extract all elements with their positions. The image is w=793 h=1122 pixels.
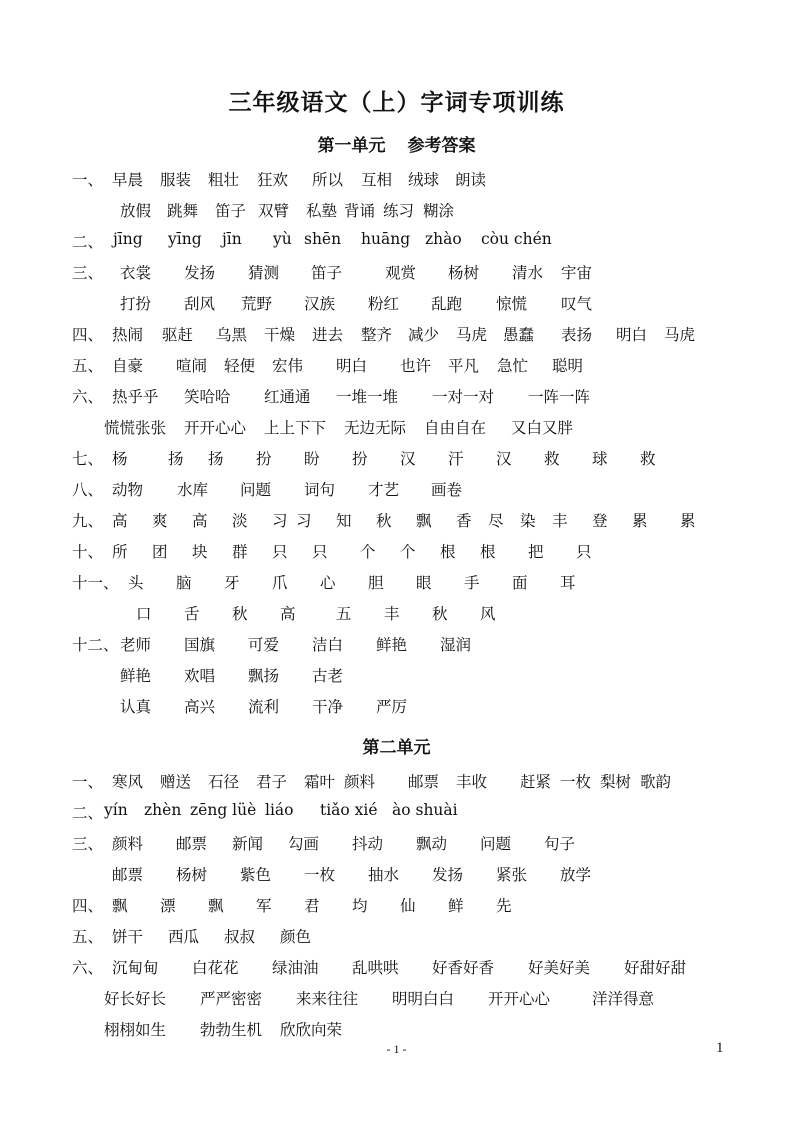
- answer-word: 胆: [368, 574, 384, 592]
- answer-word: 飘: [416, 512, 432, 530]
- answer-word: 高: [112, 512, 128, 530]
- answer-word: 轻便: [224, 357, 256, 375]
- answer-word: 脑: [176, 574, 192, 592]
- answer-word: 舌: [184, 605, 200, 623]
- answer-line: [0, 416, 793, 440]
- question-number: 七、: [72, 450, 104, 468]
- answer-word: 所: [112, 543, 128, 561]
- answer-word: 进去: [312, 326, 344, 344]
- answer-word: 清水: [512, 264, 544, 282]
- answer-word: 好长好长: [104, 990, 167, 1008]
- answer-line: [0, 770, 793, 794]
- answer-line: [0, 956, 793, 980]
- answer-word: 邮票: [112, 866, 144, 884]
- answer-word: 个: [400, 543, 416, 561]
- answer-word: 习: [272, 512, 288, 530]
- answer-word: 朗读: [455, 171, 487, 189]
- answer-word: 明白: [336, 357, 368, 375]
- answer-line: [0, 354, 793, 378]
- question-number: 二、: [72, 233, 104, 251]
- answer-word: 栩栩如生: [104, 1021, 167, 1039]
- unit2-heading: 第二单元: [362, 738, 431, 758]
- answer-word: 紧张: [496, 866, 528, 884]
- answer-word: 沉甸甸: [112, 959, 159, 977]
- answer-word: 背诵: [344, 202, 376, 220]
- answer-word: 高: [192, 512, 208, 530]
- answer-word: 糊涂: [423, 202, 455, 220]
- question-number: 十一、: [72, 574, 119, 592]
- answer-word: 一阵一阵: [528, 388, 591, 406]
- answer-word: yù: [273, 230, 292, 248]
- answer-word: 来来往往: [296, 990, 359, 1008]
- answer-word: 叔叔: [224, 928, 256, 946]
- answer-line: [0, 801, 793, 825]
- answer-line: [0, 832, 793, 856]
- question-number: 三、: [72, 264, 104, 282]
- answer-word: 整齐: [361, 326, 393, 344]
- answer-word: 鲜: [448, 897, 464, 915]
- answer-word: 服装: [160, 171, 192, 189]
- answer-line: [0, 168, 793, 192]
- answer-word: 干燥: [264, 326, 296, 344]
- answer-word: 衣裳: [120, 264, 152, 282]
- answer-line: [0, 385, 793, 409]
- answer-word: 口: [136, 605, 152, 623]
- answer-word: 君子: [256, 773, 288, 791]
- answer-word: 根: [480, 543, 496, 561]
- answer-word: 明明白白: [392, 990, 455, 1008]
- answer-line: [0, 602, 793, 626]
- answer-word: 愚蠢: [503, 326, 535, 344]
- answer-word: zhèn: [144, 801, 182, 819]
- answer-line: [0, 571, 793, 595]
- answer-word: 热闹: [112, 326, 144, 344]
- answer-line: [0, 478, 793, 502]
- answer-word: 欢唱: [184, 667, 216, 685]
- question-number: 二、: [72, 804, 104, 822]
- answer-word: 君: [304, 897, 320, 915]
- answer-word: 扮: [352, 450, 368, 468]
- answer-word: 早晨: [112, 171, 144, 189]
- answer-word: 盼: [304, 450, 320, 468]
- answer-word: 勾画: [288, 835, 320, 853]
- answer-line: [0, 292, 793, 316]
- answer-word: 句子: [544, 835, 576, 853]
- answer-word: 可爱: [248, 636, 280, 654]
- answer-word: 开开心心: [488, 990, 551, 1008]
- answer-word: 所以: [312, 171, 344, 189]
- answer-word: 上上下下: [264, 419, 327, 437]
- answer-word: 狂欢: [257, 171, 289, 189]
- question-number: 十二、: [72, 636, 119, 654]
- corner-mark: 1: [716, 1040, 724, 1056]
- answer-word: 爪: [272, 574, 288, 592]
- answer-word: 急忙: [497, 357, 529, 375]
- answer-word: 洋洋得意: [592, 990, 655, 1008]
- question-number: 六、: [72, 959, 104, 977]
- answer-word: 飘扬: [248, 667, 280, 685]
- answer-word: 五: [336, 605, 352, 623]
- answer-word: 表扬: [561, 326, 593, 344]
- answer-word: huāng: [361, 230, 411, 248]
- answer-word: 绒球: [408, 171, 440, 189]
- answer-word: 问题: [480, 835, 512, 853]
- answer-word: 扬: [168, 450, 184, 468]
- answer-word: 严厉: [376, 698, 408, 716]
- answer-word: 私塾: [306, 202, 338, 220]
- answer-word: 才艺: [368, 481, 400, 499]
- answer-word: liáo: [265, 801, 294, 819]
- answer-word: 梨树: [600, 773, 632, 791]
- answer-word: 漂: [160, 897, 176, 915]
- answer-line: [0, 509, 793, 533]
- answer-word: 习: [296, 512, 312, 530]
- answer-word: 平凡: [448, 357, 480, 375]
- answer-line: [0, 261, 793, 285]
- answer-word: 严严密密: [200, 990, 263, 1008]
- answer-word: 眼: [416, 574, 432, 592]
- answer-word: 扮: [256, 450, 272, 468]
- answer-word: 丰收: [456, 773, 488, 791]
- answer-word: 宇宙: [561, 264, 593, 282]
- question-number: 一、: [72, 773, 104, 791]
- answer-word: 丰: [384, 605, 400, 623]
- answer-word: 邮票: [408, 773, 440, 791]
- answer-word: 先: [496, 897, 512, 915]
- answer-word: 秋: [432, 605, 448, 623]
- answer-word: 霜叶: [304, 773, 336, 791]
- answer-word: 歌韵: [640, 773, 672, 791]
- answer-word: 淡: [232, 512, 248, 530]
- answer-word: 群: [232, 543, 248, 561]
- answer-word: 邮票: [176, 835, 208, 853]
- answer-word: 颜色: [280, 928, 312, 946]
- answer-word: 宏伟: [272, 357, 304, 375]
- answer-word: 放假: [120, 202, 152, 220]
- answer-word: 放学: [560, 866, 592, 884]
- answer-word: 练习: [383, 202, 415, 220]
- answer-line: [0, 925, 793, 949]
- answer-word: 面: [512, 574, 528, 592]
- answer-word: 汉: [400, 450, 416, 468]
- answer-word: 笑哈哈: [184, 388, 231, 406]
- answer-line: [0, 1018, 793, 1042]
- answer-word: 秋: [232, 605, 248, 623]
- answer-word: 明白: [616, 326, 648, 344]
- answer-word: 救: [544, 450, 560, 468]
- answer-word: 马虎: [456, 326, 488, 344]
- answer-word: 鲜艳: [376, 636, 408, 654]
- answer-word: 杨: [112, 450, 128, 468]
- answer-word: 西瓜: [168, 928, 200, 946]
- answer-word: 湿润: [440, 636, 472, 654]
- answer-word: 好香好香: [432, 959, 495, 977]
- answer-line: [0, 894, 793, 918]
- answer-word: 高: [280, 605, 296, 623]
- answer-word: còu chén: [481, 230, 552, 248]
- answer-word: yīng: [168, 230, 202, 248]
- unit1-heading: [0, 131, 793, 156]
- answer-word: 好甜好甜: [624, 959, 687, 977]
- question-number: 十、: [72, 543, 104, 561]
- answer-word: 头: [128, 574, 144, 592]
- unit1-heading-label: 第一单元: [317, 136, 386, 156]
- answer-word: 一对一对: [432, 388, 495, 406]
- question-number: 四、: [72, 326, 104, 344]
- answer-word: 飘: [208, 897, 224, 915]
- answer-word: 笛子: [311, 264, 343, 282]
- answer-word: yín: [104, 801, 128, 819]
- answer-word: 飘动: [416, 835, 448, 853]
- question-number: 三、: [72, 835, 104, 853]
- answer-word: 老师: [120, 636, 152, 654]
- answer-word: 互相: [361, 171, 393, 189]
- answer-word: 耳: [560, 574, 576, 592]
- answer-word: jīn: [222, 230, 242, 248]
- answer-line: [0, 664, 793, 688]
- answer-line: [0, 230, 793, 254]
- answer-word: 自豪: [112, 357, 144, 375]
- answer-word: 国旗: [184, 636, 216, 654]
- answer-word: 赠送: [160, 773, 192, 791]
- question-number: 四、: [72, 897, 104, 915]
- answer-word: ào shuài: [392, 801, 458, 819]
- answer-word: 发扬: [432, 866, 464, 884]
- answer-word: 叹气: [561, 295, 593, 313]
- answer-word: 饼干: [112, 928, 144, 946]
- answer-line: [0, 447, 793, 471]
- answer-word: 马虎: [664, 326, 696, 344]
- answer-word: 紫色: [240, 866, 272, 884]
- answer-word: 乱跑: [431, 295, 463, 313]
- question-number: 八、: [72, 481, 104, 499]
- question-number: 九、: [72, 512, 104, 530]
- answer-word: 个: [360, 543, 376, 561]
- answer-word: 自由自在: [424, 419, 487, 437]
- answer-line: [0, 633, 793, 657]
- answer-word: 惊慌: [496, 295, 528, 313]
- document-title: 三年级语文（上）字词专项训练: [228, 89, 565, 116]
- answer-word: 绿油油: [272, 959, 319, 977]
- answer-word: 减少: [408, 326, 440, 344]
- answer-word: 抽水: [368, 866, 400, 884]
- answer-word: 香: [456, 512, 472, 530]
- answer-word: 爽: [152, 512, 168, 530]
- answer-word: 一堆一堆: [336, 388, 399, 406]
- answer-word: 勃勃生机: [200, 1021, 263, 1039]
- answer-word: 笛子: [215, 202, 247, 220]
- answer-line: [0, 540, 793, 564]
- answer-word: 颜料: [112, 835, 144, 853]
- answer-word: 累: [680, 512, 696, 530]
- answer-word: 颜料: [344, 773, 376, 791]
- answer-word: 丰: [552, 512, 568, 530]
- answer-word: 心: [320, 574, 336, 592]
- answer-word: 高兴: [184, 698, 216, 716]
- unit1-heading-subtitle: 参考答案: [407, 136, 476, 156]
- answer-word: 杨树: [176, 866, 208, 884]
- answer-word: 无边无际: [344, 419, 407, 437]
- answer-word: 新闻: [232, 835, 264, 853]
- answer-word: 跳舞: [167, 202, 199, 220]
- answer-line: [0, 863, 793, 887]
- answer-word: 汉: [496, 450, 512, 468]
- answer-word: 干净: [312, 698, 344, 716]
- answer-word: 流利: [248, 698, 280, 716]
- answer-word: 手: [464, 574, 480, 592]
- answer-word: 根: [440, 543, 456, 561]
- answer-word: 也许: [400, 357, 432, 375]
- answer-word: shēn: [304, 230, 342, 248]
- answer-word: 好美好美: [528, 959, 591, 977]
- answer-word: 驱赶: [162, 326, 194, 344]
- answer-word: 又白又胖: [511, 419, 574, 437]
- answer-line: [0, 199, 793, 223]
- answer-word: 热乎乎: [112, 388, 159, 406]
- answer-word: zhào: [425, 230, 462, 248]
- answer-word: 寒风: [112, 773, 144, 791]
- answer-word: 赶紧: [520, 773, 552, 791]
- page-number: - 1 -: [386, 1042, 407, 1056]
- question-number: 六、: [72, 388, 104, 406]
- answer-word: 石径: [208, 773, 240, 791]
- answer-word: 画卷: [431, 481, 463, 499]
- answer-word: 尽: [488, 512, 504, 530]
- answer-word: 军: [256, 897, 272, 915]
- answer-word: 欣欣向荣: [280, 1021, 343, 1039]
- answer-word: 一枚: [560, 773, 592, 791]
- answer-word: 扬: [208, 450, 224, 468]
- answer-word: 风: [480, 605, 496, 623]
- answer-word: 汉族: [304, 295, 336, 313]
- answer-word: 乱哄哄: [352, 959, 399, 977]
- answer-word: 问题: [240, 481, 272, 499]
- answer-word: 杨树: [448, 264, 480, 282]
- answer-line: [0, 323, 793, 347]
- answer-word: 抖动: [352, 835, 384, 853]
- answer-word: 聪明: [552, 357, 584, 375]
- question-number: 五、: [72, 928, 104, 946]
- answer-word: 打扮: [120, 295, 152, 313]
- answer-word: 发扬: [184, 264, 216, 282]
- answer-word: 粗壮: [208, 171, 240, 189]
- answer-word: 秋: [376, 512, 392, 530]
- answer-word: 把: [528, 543, 544, 561]
- answer-word: 刮风: [184, 295, 216, 313]
- answer-word: 慌慌张张: [104, 419, 167, 437]
- answer-word: 水库: [177, 481, 209, 499]
- answer-word: 登: [592, 512, 608, 530]
- answer-word: 红通通: [264, 388, 311, 406]
- answer-word: 粉红: [368, 295, 400, 313]
- answer-word: 染: [520, 512, 536, 530]
- answer-word: 累: [632, 512, 648, 530]
- answer-word: 飘: [112, 897, 128, 915]
- answer-word: zēng lüè: [190, 801, 257, 819]
- answer-word: 牙: [224, 574, 240, 592]
- answer-word: 乌黑: [216, 326, 248, 344]
- answer-word: 白花花: [192, 959, 239, 977]
- answer-word: 球: [592, 450, 608, 468]
- answer-line: [0, 695, 793, 719]
- answer-word: 认真: [120, 698, 152, 716]
- answer-word: 观赏: [385, 264, 417, 282]
- answer-word: 猜测: [248, 264, 280, 282]
- answer-word: 鲜艳: [120, 667, 152, 685]
- answer-word: 只: [312, 543, 328, 561]
- answer-word: 救: [640, 450, 656, 468]
- answer-word: 均: [352, 897, 368, 915]
- question-number: 五、: [72, 357, 104, 375]
- answer-word: 荒野: [241, 295, 273, 313]
- answer-word: 喧闹: [176, 357, 208, 375]
- answer-word: 块: [192, 543, 208, 561]
- answer-word: 只: [576, 543, 592, 561]
- answer-word: 团: [152, 543, 168, 561]
- answer-word: 开开心心: [184, 419, 247, 437]
- answer-word: 汗: [448, 450, 464, 468]
- answer-word: 一枚: [304, 866, 336, 884]
- answer-word: jīng: [113, 230, 143, 248]
- answer-word: 只: [272, 543, 288, 561]
- answer-word: 词句: [304, 481, 336, 499]
- answer-word: 知: [336, 512, 352, 530]
- answer-word: 古老: [312, 667, 344, 685]
- answer-word: 双臂: [258, 202, 290, 220]
- answer-word: 动物: [112, 481, 144, 499]
- answer-word: tiǎo xié: [320, 801, 378, 819]
- answer-word: 仙: [400, 897, 416, 915]
- answer-word: 洁白: [312, 636, 344, 654]
- question-number: 一、: [72, 171, 104, 189]
- answer-line: [0, 987, 793, 1011]
